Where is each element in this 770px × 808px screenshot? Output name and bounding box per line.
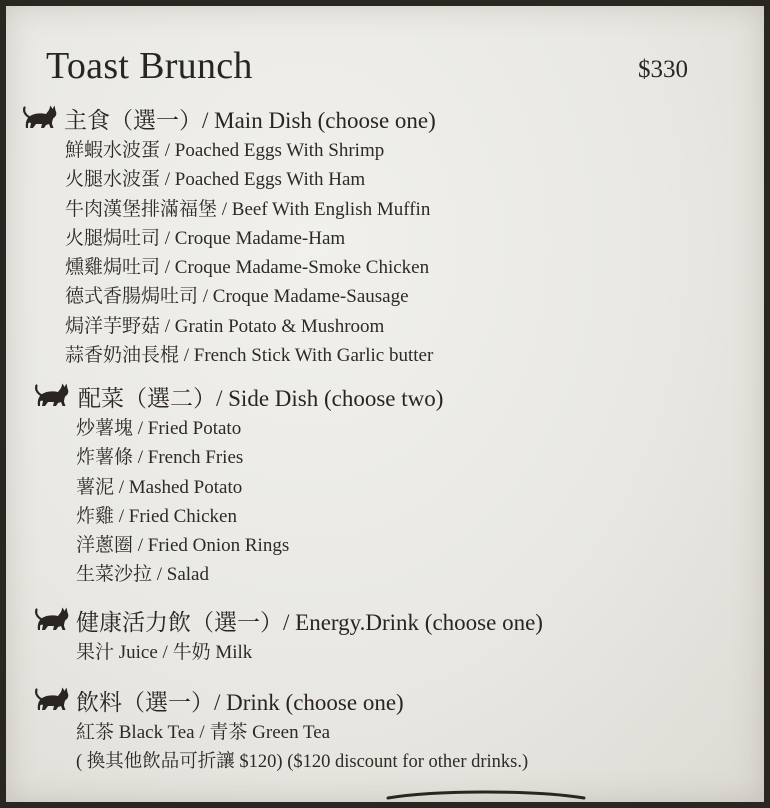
drink-list	[6, 718, 764, 777]
menu-item: 焗洋芋野菇 / Gratin Potato & Mushroom	[65, 315, 385, 337]
menu-item: 果汁 Juice / 牛奶 Milk	[76, 642, 253, 663]
menu-item: 炸雞 / Fried Chicken	[76, 505, 237, 527]
discount-note: ( 換其他飲品可折讓 $120) ($120 discount for other drinks.)	[76, 752, 529, 772]
section-side-dish	[6, 380, 764, 590]
menu-header	[46, 44, 688, 92]
menu-item: 蒜香奶油長棍 / French Stick With Garlic butter	[65, 345, 434, 367]
menu-item: 火腿焗吐司 / Croque Madame-Ham	[65, 227, 346, 249]
menu-item: 炸薯條 / French Fries	[76, 447, 244, 469]
menu-title: Toast Brunch	[46, 45, 253, 87]
section-header	[6, 102, 764, 136]
menu-item: 洋蔥圈 / Fried Onion Rings	[76, 535, 290, 557]
menu-item: 薯泥 / Mashed Potato	[76, 476, 243, 498]
menu-item: 生菜沙拉 / Salad	[76, 564, 209, 586]
section-header	[6, 684, 764, 718]
cat-icon	[34, 382, 70, 408]
cat-icon	[34, 606, 70, 632]
cat-icon	[22, 104, 58, 130]
menu-item: 德式香腸焗吐司 / Croque Madame-Sausage	[65, 286, 409, 308]
cat-icon	[34, 686, 70, 712]
main-dish-list	[6, 136, 764, 370]
menu-item: 燻雞焗吐司 / Croque Madame-Smoke Chicken	[65, 257, 430, 279]
section-title-energy-drink: 健康活力飲（選一）/ Energy.Drink (choose one)	[76, 610, 543, 635]
side-dish-list	[6, 414, 764, 590]
energy-drink-list	[6, 638, 764, 667]
section-drink	[6, 684, 764, 777]
decorative-curve	[386, 786, 586, 802]
section-title-side-dish: 配菜（選二）/ Side Dish (choose two)	[78, 386, 444, 411]
section-title-drink: 飲料（選一）/ Drink (choose one)	[76, 690, 404, 715]
menu-item: 鮮蝦水波蛋 / Poached Eggs With Shrimp	[65, 140, 385, 161]
menu-item: 火腿水波蛋 / Poached Eggs With Ham	[65, 169, 366, 191]
menu-card	[6, 6, 764, 802]
section-main-dish	[6, 102, 764, 370]
section-energy-drink	[6, 604, 764, 667]
menu-item: 紅茶 Black Tea / 青茶 Green Tea	[76, 722, 331, 743]
menu-item: 牛肉漢堡排滿福堡 / Beef With English Muffin	[65, 198, 431, 220]
menu-item: 炒薯塊 / Fried Potato	[76, 418, 242, 439]
section-title-main-dish: 主食（選一）/ Main Dish (choose one)	[64, 108, 436, 133]
section-header	[6, 604, 764, 638]
section-header	[6, 380, 764, 414]
menu-price: $330	[638, 56, 688, 83]
